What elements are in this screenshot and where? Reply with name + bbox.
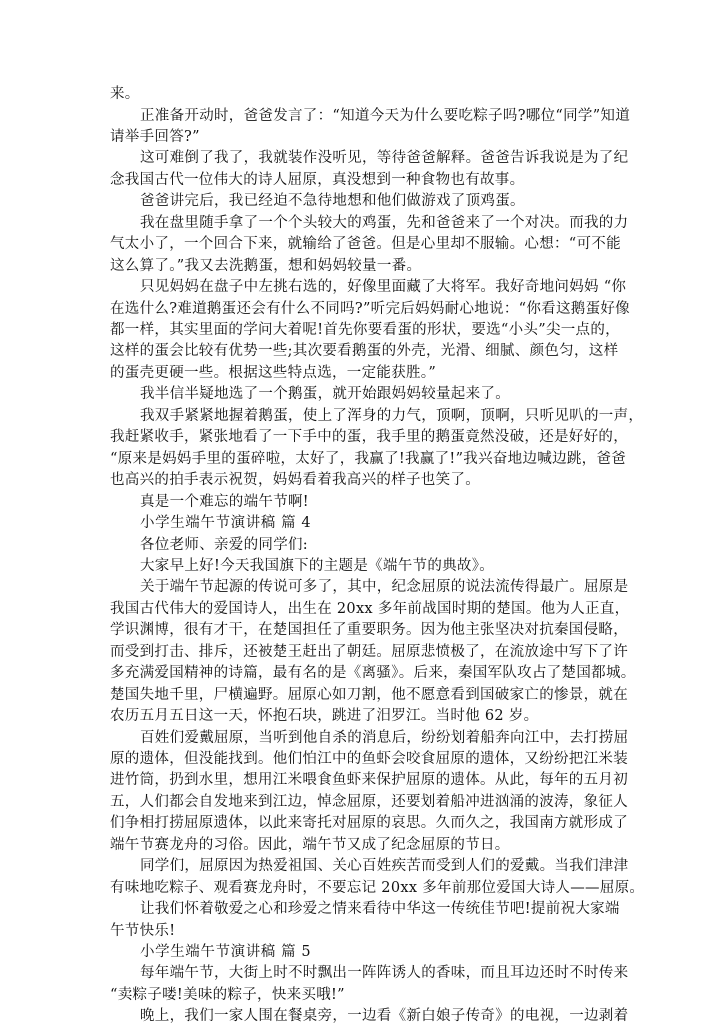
text-line: 各位老师、亲爱的同学们: [140, 536, 308, 553]
text-line: 午节快乐! [110, 922, 176, 939]
text-line: 让我们怀着敬爱之心和珍爱之情来看待中华这一传统佳节吧!提前祝大家端 [140, 901, 620, 918]
text-line: “卖粽子喽!美味的粽子，快来买哦!” [110, 986, 345, 1003]
text-line: 这么算了。”我又去洗鹅蛋，想和妈妈较量一番。 [110, 257, 422, 274]
text-line: 我半信半疑地选了一个鹅蛋，就开始跟妈妈较量起来了。 [140, 386, 510, 403]
text-line: 我国古代伟大的爱国诗人，出生在 20xx 多年前战国时期的楚国。他为人正直， [110, 600, 630, 617]
text-line: 只见妈妈在盘子中左挑右选的，好像里面藏了大将军。我好奇地问妈妈 “你 [140, 279, 627, 295]
text-line: 这可难倒了我了，我就装作没听见，等待爸爸解释。爸爸告诉我说是为了纪 [140, 150, 629, 167]
text-line: 楚国失地千里，尸横遍野。屈原心如刀割，他不愿意看到国破家亡的惨景，就在 [110, 686, 628, 703]
text-line: 正准备开动时，爸爸发言了：“知道今天为什么要吃粽子吗?哪位“同学”知道 [140, 107, 631, 124]
text-line: 我双手紧紧地握着鹅蛋，使上了浑身的力气，顶啊，顶啊，只听见叭的一声， [140, 407, 644, 424]
text-line: 爸爸讲完后，我已经迫不急待地想和他们做游戏了顶鸡蛋。 [140, 193, 525, 210]
text-line: 真是一个难忘的端午节啊! [140, 493, 309, 510]
section-heading: 小学生端午节演讲稿 篇 5 [140, 944, 312, 960]
text-line: 农历五月五日这一天，怀抱石块，跳进了汨罗江。当时他 62 岁。 [110, 708, 539, 724]
text-line: 在选什么?难道鹅蛋还会有什么不同吗?”听完后妈妈耐心地说：“你看这鹅蛋好像 [110, 300, 630, 317]
text-line: 念我国古代一位伟大的诗人屈原，真没想到一种食物也有故事。 [110, 171, 525, 188]
text-line: 每年端午节，大街上时不时飘出一阵阵诱人的香味，而且耳边还时不时传来 [140, 965, 629, 982]
text-line: “原来是妈妈手里的蛋碎啦，太好了，我赢了!我赢了!”我兴奋地边喊边跳，爸爸 [110, 450, 627, 467]
text-line: 这样的蛋会比较有优势一些;其次要看鹅蛋的外壳，光滑、细腻、颜色匀，这样 [110, 343, 619, 360]
section-heading: 小学生端午节演讲稿 篇 4 [140, 515, 312, 531]
text-line: 们争相打捞屈原遗体，以此来寄托对屈原的哀思。久而久之，我国南方就形成了 [110, 815, 628, 832]
text-line: 我赶紧收手，紧张地看了一下手中的蛋，我手里的鹅蛋竟然没破，还是好好的， [110, 429, 628, 446]
text-line: 请举手回答?” [110, 128, 200, 145]
text-line: 关于端午节起源的传说可多了，其中，纪念屈原的说法流传得最广。屈原是 [140, 579, 629, 596]
text-line: 有味地吃粽子、观看赛龙舟时，不要忘记 20xx 多年前那位爱国大诗人——屈原。 [110, 879, 645, 896]
text-line: 同学们，屈原因为热爱祖国、关心百姓疾苦而受到人们的爱戴。当我们津津 [140, 858, 629, 875]
text-line: 也高兴的拍手表示祝贺，妈妈看着我高兴的样子也笑了。 [110, 472, 480, 489]
text-line: 进竹筒，扔到水里，想用江米喂食鱼虾来保护屈原的遗体。从此，每年的五月初 [110, 772, 628, 789]
text-line: 的蛋壳更硬一些。根据这些特点选，一定能获胜。” [110, 364, 437, 381]
text-line: 学识渊博，很有才干，在楚国担任了重要职务。因为他主张坚决对抗秦国侵略， [110, 622, 628, 639]
text-line: 端午节赛龙舟的习俗。因此，端午节又成了纪念屈原的节日。 [110, 836, 510, 853]
text-line: 我在盘里随手拿了一个个头较大的鸡蛋，先和爸爸来了一个对决。而我的力 [140, 214, 629, 231]
text-line: 气太小了，一个回合下来，就输给了爸爸。但是心里却不服输。心想：“可不能 [110, 236, 621, 253]
text-line: 都一样，其实里面的学问大着呢!首先你要看蛋的形状，要选“小头”尖一点的， [110, 321, 620, 338]
text-line: 来。 [110, 86, 140, 102]
text-line: 百姓们爱戴屈原，当听到他自杀的消息后，纷纷划着船奔向江中，去打捞屈 [140, 729, 629, 746]
text-line: 原的遗体，但没能找到。他们怕江中的鱼虾会咬食屈原的遗体，又纷纷把江米装 [110, 750, 628, 767]
text-line: 多充满爱国精神的诗篇，最有名的是《离骚》。后来，秦国军队攻占了楚国都城。 [110, 665, 636, 682]
text-line: 而受到打击、排斥，还被楚王赶出了朝廷。屈原悲愤极了，在流放途中写下了许 [110, 643, 628, 660]
text-line: 大家早上好!今天我国旗下的主题是《端午节的典故》。 [140, 557, 495, 574]
text-line: 五，人们都会自发地来到江边，悼念屈原，还要划着船冲进汹涌的波涛，象征人 [110, 793, 628, 810]
text-line: 晚上，我们一家人围在餐桌旁，一边看《新白娘子传奇》的电视，一边剥着 [140, 1008, 629, 1025]
